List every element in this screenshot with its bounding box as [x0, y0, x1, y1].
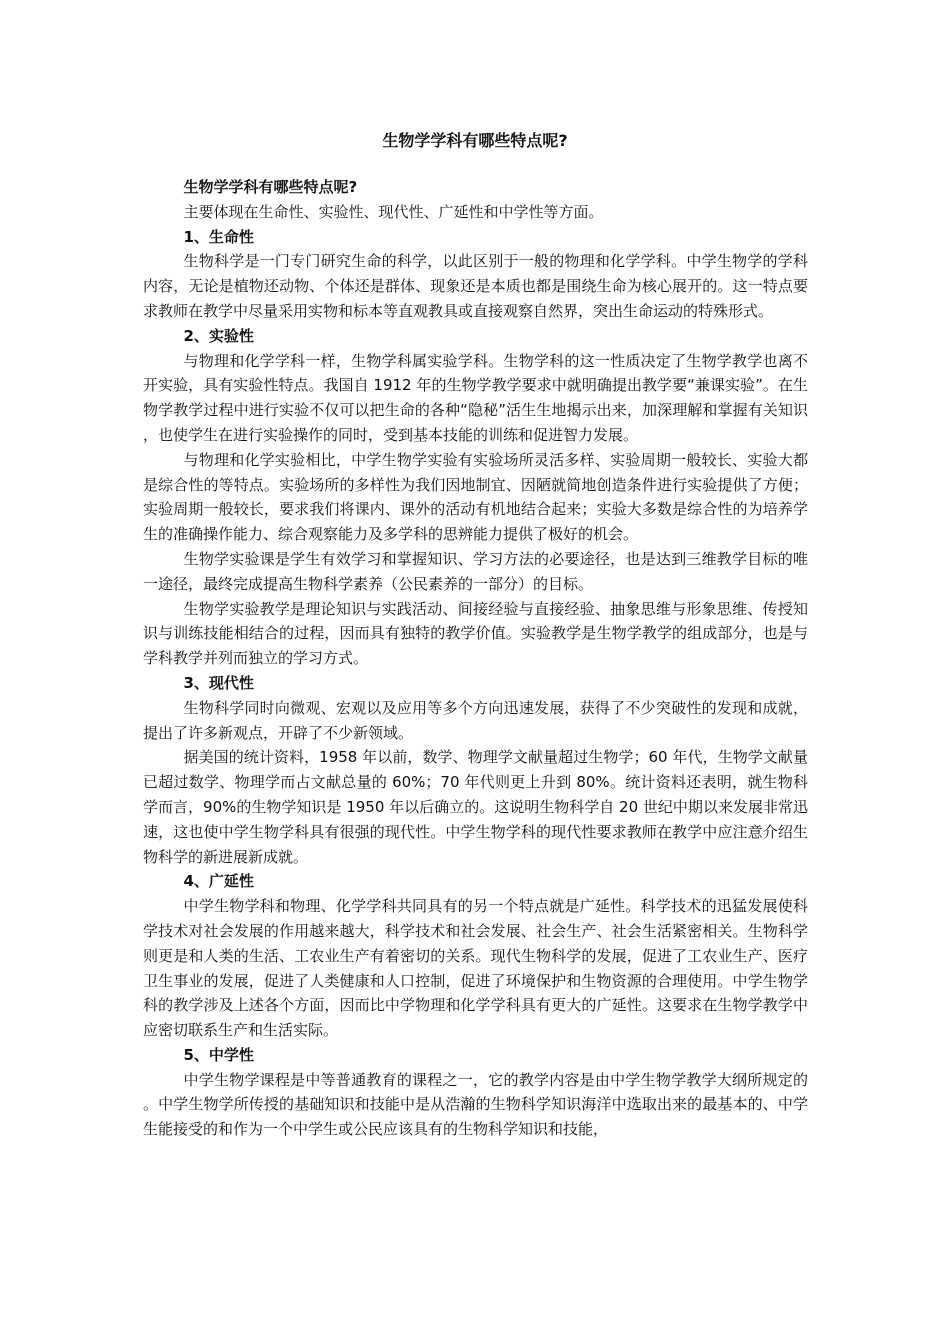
body-paragraph: 生物学实验教学是理论知识与实践活动、间接经验与直接经验、抽象思维与形象思维、传授知识与训练技能相结合的过程，因而具有独特的教学价值。实验教学是生物学教学的组成部分，也是与学科教学并列而独立的学习方式。 [143, 599, 808, 668]
section-heading: 3、现代性 [183, 673, 254, 692]
body-paragraph: 据美国的统计资料，1958 年以前，数学、物理学文献量超过生物学；60 年代，生物学文献量已超过数学、物理学而占文献总量的 60%；70 年代则更上升到 80%。统计资料还表明，就生物科学而言，90%的生物学知识是 1950 年以后确立的。这说明生物科学自 20 世纪中期以来发展非常迅速，这也使中学生物学科具有很强的现代性。中学生物学科的现代性要求教师在教学中应注意介绍生物科学的新进展新成就。 [143, 748, 808, 866]
section-heading: 2、实验性 [183, 326, 254, 345]
section-heading: 1、生命性 [183, 227, 254, 246]
body-paragraph: 生物科学同时向微观、宏观以及应用等多个方向迅速发展，获得了不少突破性的发现和成就，提出了许多新观点，开辟了不少新领域。 [143, 698, 808, 742]
body-paragraph: 主要体现在生命性、实验性、现代性、广延性和中学性等方面。 [183, 202, 604, 221]
body-paragraph: 与物理和化学学科一样，生物学科属实验学科。生物学科的这一性质决定了生物学教学也离不开实验，具有实验性特点。我国自 1912 年的生物学教学要求中就明确提出教学要“兼课实验”。在生物学教学过程中进行实验不仅可以把生命的各种“隐秘”活生生地揭示出来，加深理解和掌握有关知识，也使学生在进行实验操作的同时，受到基本技能的训练和促进智力发展。 [143, 351, 808, 444]
body-paragraph: 与物理和化学实验相比，中学生物学实验有实验场所灵活多样、实验周期一般较长、实验大都是综合性的等特点。实验场所的多样性为我们因地制宜、因陋就简地创造条件进行实验提供了方便；实验周期一般较长，要求我们将课内、课外的活动有机地结合起来；实验大多数是综合性的为培养学生的准确操作能力、综合观察能力及多学科的思辨能力提供了极好的机会。 [143, 450, 808, 544]
section-heading: 生物学学科有哪些特点呢? [183, 178, 358, 196]
body-paragraph: 生物学实验课是学生有效学习和掌握知识、学习方法的必要途径，也是达到三维教学目标的唯一途径，最终完成提高生物科学素养（公民素养的一部分）的目标。 [143, 549, 808, 593]
body-paragraph: 生物科学是一门专门研究生命的科学，以此区别于一般的物理和化学学科。中学生物学的学科内容，无论是植物还动物、个体还是群体、现象还是本质也都是围绕生命为核心展开的。这一特点要求教师在教学中尽量采用实物和标本等直观教具或直接观察自然界，突出生命运动的特殊形式。 [143, 252, 808, 320]
page-title: 生物学学科有哪些特点呢? [382, 131, 568, 150]
body-paragraph: 中学生物学科和物理、化学学科共同具有的另一个特点就是广延性。科学技术的迅猛发展使科学技术对社会发展的作用越来越大，科学技术和社会发展、社会生产、社会生活紧密相关。生物科学则更是和人类的生活、工农业生产有着密切的关系。现代生物科学的发展，促进了工农业生产、医疗卫生事业的发展，促进了人类健康和人口控制，促进了环境保护和生物资源的合理使用。中学生物学科的教学涉及上述各个方面，因而比中学物理和化学学科具有更大的广延性。这要求在生物学教学中应密切联系生产和生活实际。 [143, 897, 808, 1040]
section-heading: 4、广延性 [183, 872, 254, 891]
body-paragraph: 中学生物学课程是中等普通教育的课程之一，它的教学内容是由中学生物学教学大纲所规定的。中学生物学所传授的基础知识和技能中是从浩瀚的生物科学知识海洋中选取出来的最基本的、中学生能接受的和作为一个中学生或公民应该具有的生物科学知识和技能， [143, 1070, 808, 1139]
document-body [143, 175, 808, 1142]
section-heading: 5、中学性 [183, 1045, 254, 1064]
